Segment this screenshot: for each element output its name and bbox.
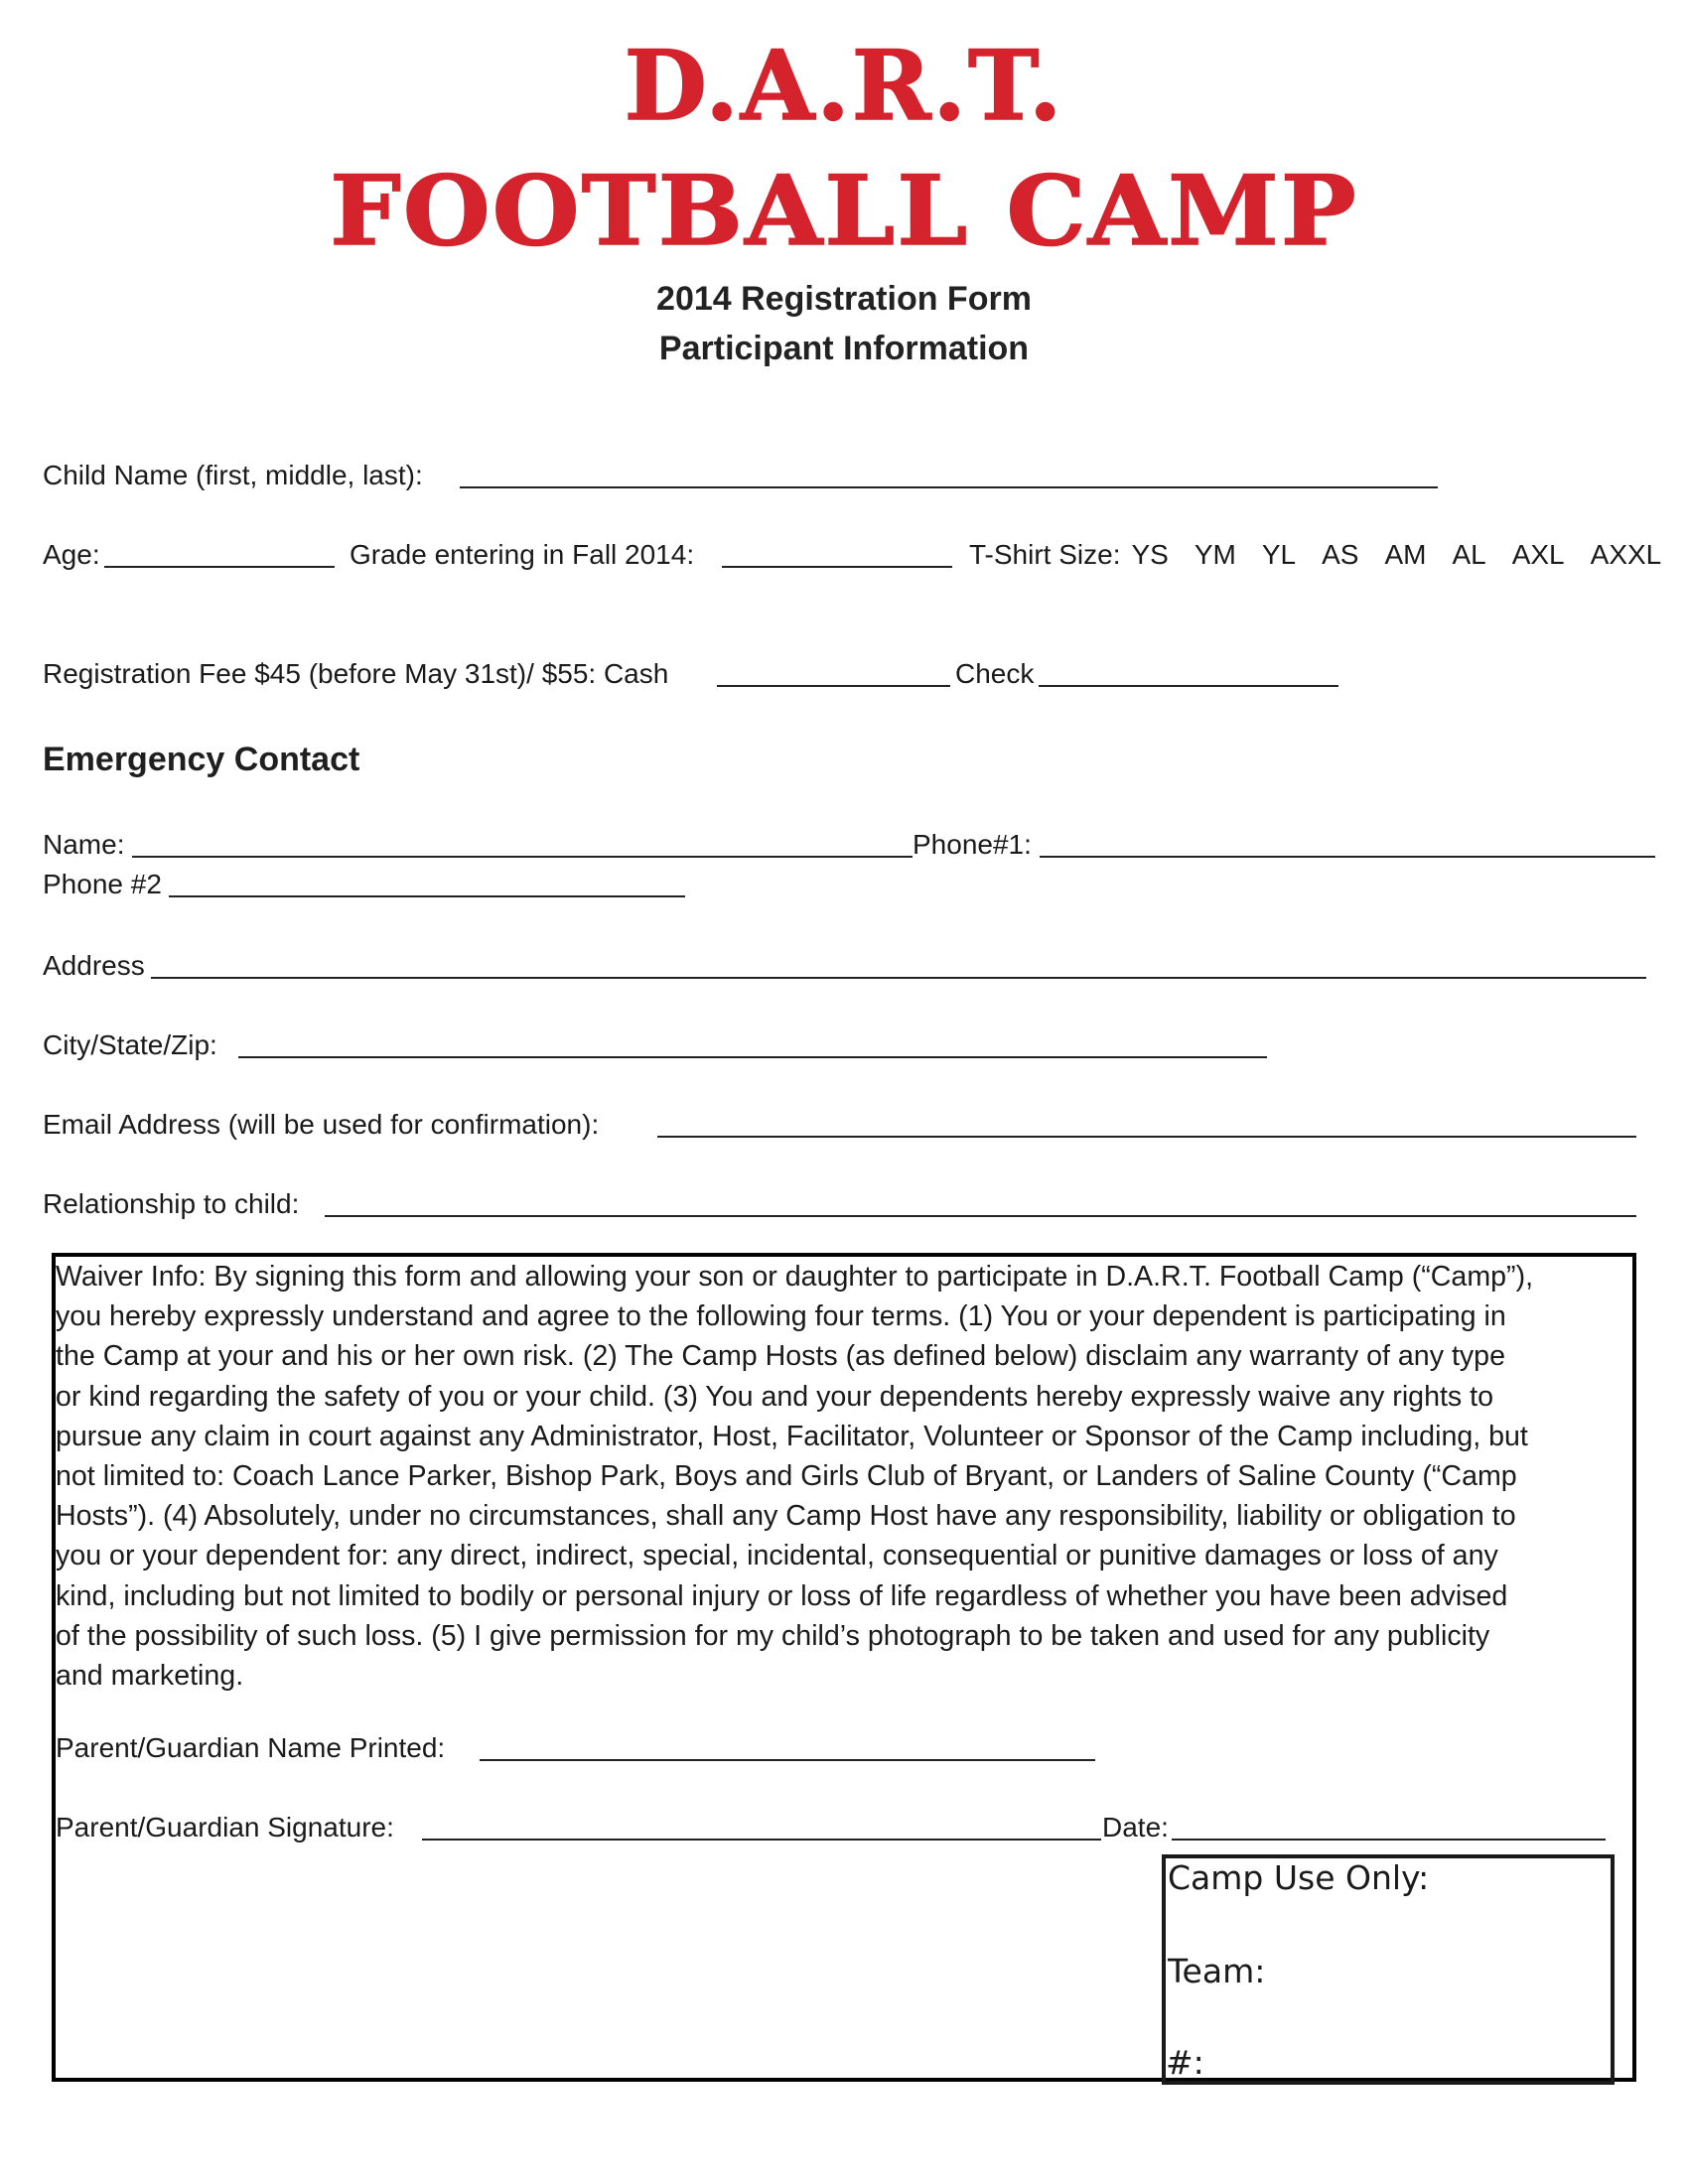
phone1-field[interactable] xyxy=(1040,856,1655,858)
camp-number-label: #: xyxy=(1166,2043,1204,2082)
waiver-line: kind, including but not limited to bodily or personal injury or loss of life regardless of whether you have been advised xyxy=(56,1579,1508,1612)
parent-signature-field[interactable] xyxy=(422,1839,1101,1841)
date-label: Date: xyxy=(1102,1812,1169,1843)
tshirt-size-al[interactable]: AL xyxy=(1452,539,1486,570)
tshirt-size-group xyxy=(969,538,1661,572)
subtitle-participant-information: Participant Information xyxy=(658,330,1030,367)
city-state-zip-field[interactable] xyxy=(238,1056,1267,1058)
parent-name-field[interactable] xyxy=(480,1759,1095,1761)
waiver-line: not limited to: Coach Lance Parker, Bishop Park, Boys and Girls Club of Bryant, or Landers of Saline County (“Camp xyxy=(56,1460,1517,1493)
city-state-zip-label: City/State/Zip: xyxy=(43,1029,217,1060)
cash-field[interactable] xyxy=(717,685,950,687)
email-field[interactable] xyxy=(657,1136,1636,1138)
title-dart: D.A.R.T. xyxy=(624,30,1064,142)
phone1-label: Phone#1: xyxy=(913,829,1032,860)
date-field[interactable] xyxy=(1172,1839,1606,1841)
waiver-line: you hereby expressly understand and agree to the following four terms. (1) You or your dependent is participating in xyxy=(56,1300,1506,1333)
camp-team-label: Team: xyxy=(1168,1952,1266,1990)
waiver-line: and marketing. xyxy=(56,1660,244,1693)
waiver-line: or kind regarding the safety of you or your child. (3) You and your dependents hereby expressly waive any rights to xyxy=(56,1380,1494,1413)
tshirt-size-ys[interactable]: YS xyxy=(1131,539,1169,570)
grade-label: Grade entering in Fall 2014: xyxy=(350,539,695,570)
phone2-label: Phone #2 xyxy=(43,869,162,899)
tshirt-size-am[interactable]: AM xyxy=(1384,539,1427,570)
tshirt-size-axxl[interactable]: AXXL xyxy=(1590,539,1662,570)
child-name-field[interactable] xyxy=(460,486,1438,488)
emergency-name-label: Name: xyxy=(43,829,125,860)
parent-name-label: Parent/Guardian Name Printed: xyxy=(56,1732,446,1763)
address-label: Address xyxy=(43,950,145,981)
tshirt-size-label: T-Shirt Size: xyxy=(969,539,1121,570)
waiver-line: of the possibility of such loss. (5) I give permission for my child’s photograph to be taken and used for any publicity xyxy=(56,1619,1490,1652)
waiver-line: Hosts”). (4) Absolutely, under no circumstances, shall any Camp Host have any responsibility, liability or obligation to xyxy=(56,1500,1516,1533)
emergency-name-field[interactable] xyxy=(132,856,913,858)
email-label: Email Address (will be used for confirmation): xyxy=(43,1109,600,1140)
waiver-line: Waiver Info: By signing this form and allowing your son or daughter to participate in D.A.R.T. Football Camp (“Camp”), xyxy=(56,1261,1534,1293)
waiver-line: you or your dependent for: any direct, indirect, special, incidental, consequential or punitive damages or loss of any xyxy=(56,1540,1498,1572)
parent-signature-label: Parent/Guardian Signature: xyxy=(56,1812,394,1843)
camp-use-only-heading: Camp Use Only: xyxy=(1168,1858,1430,1897)
phone2-field[interactable] xyxy=(169,895,685,897)
emergency-contact-heading: Emergency Contact xyxy=(43,741,360,778)
age-label: Age: xyxy=(43,539,100,570)
waiver-line: the Camp at your and his or her own risk. (2) The Camp Hosts (as defined below) disclaim any warranty of any type xyxy=(56,1340,1505,1373)
relationship-field[interactable] xyxy=(325,1215,1636,1217)
subtitle-registration-form: 2014 Registration Form xyxy=(656,280,1032,318)
check-label: Check xyxy=(955,658,1035,689)
age-field[interactable] xyxy=(104,566,335,568)
tshirt-size-axl[interactable]: AXL xyxy=(1511,539,1565,570)
address-field[interactable] xyxy=(151,977,1646,979)
relationship-label: Relationship to child: xyxy=(43,1188,300,1219)
waiver-line: pursue any claim in court against any Administrator, Host, Facilitator, Volunteer or Sponsor of the Camp including, but xyxy=(56,1420,1528,1452)
registration-fee-label: Registration Fee $45 (before May 31st)/ $55: Cash xyxy=(43,658,669,689)
grade-field[interactable] xyxy=(722,566,952,568)
child-name-label: Child Name (first, middle, last): xyxy=(43,460,423,490)
waiver-text xyxy=(56,1257,1634,1696)
tshirt-size-yl[interactable]: YL xyxy=(1261,539,1297,570)
tshirt-size-as[interactable]: AS xyxy=(1322,539,1359,570)
tshirt-size-ym[interactable]: YM xyxy=(1194,539,1236,570)
title-football-camp: FOOTBALL CAMP xyxy=(330,155,1358,267)
check-field[interactable] xyxy=(1039,685,1338,687)
